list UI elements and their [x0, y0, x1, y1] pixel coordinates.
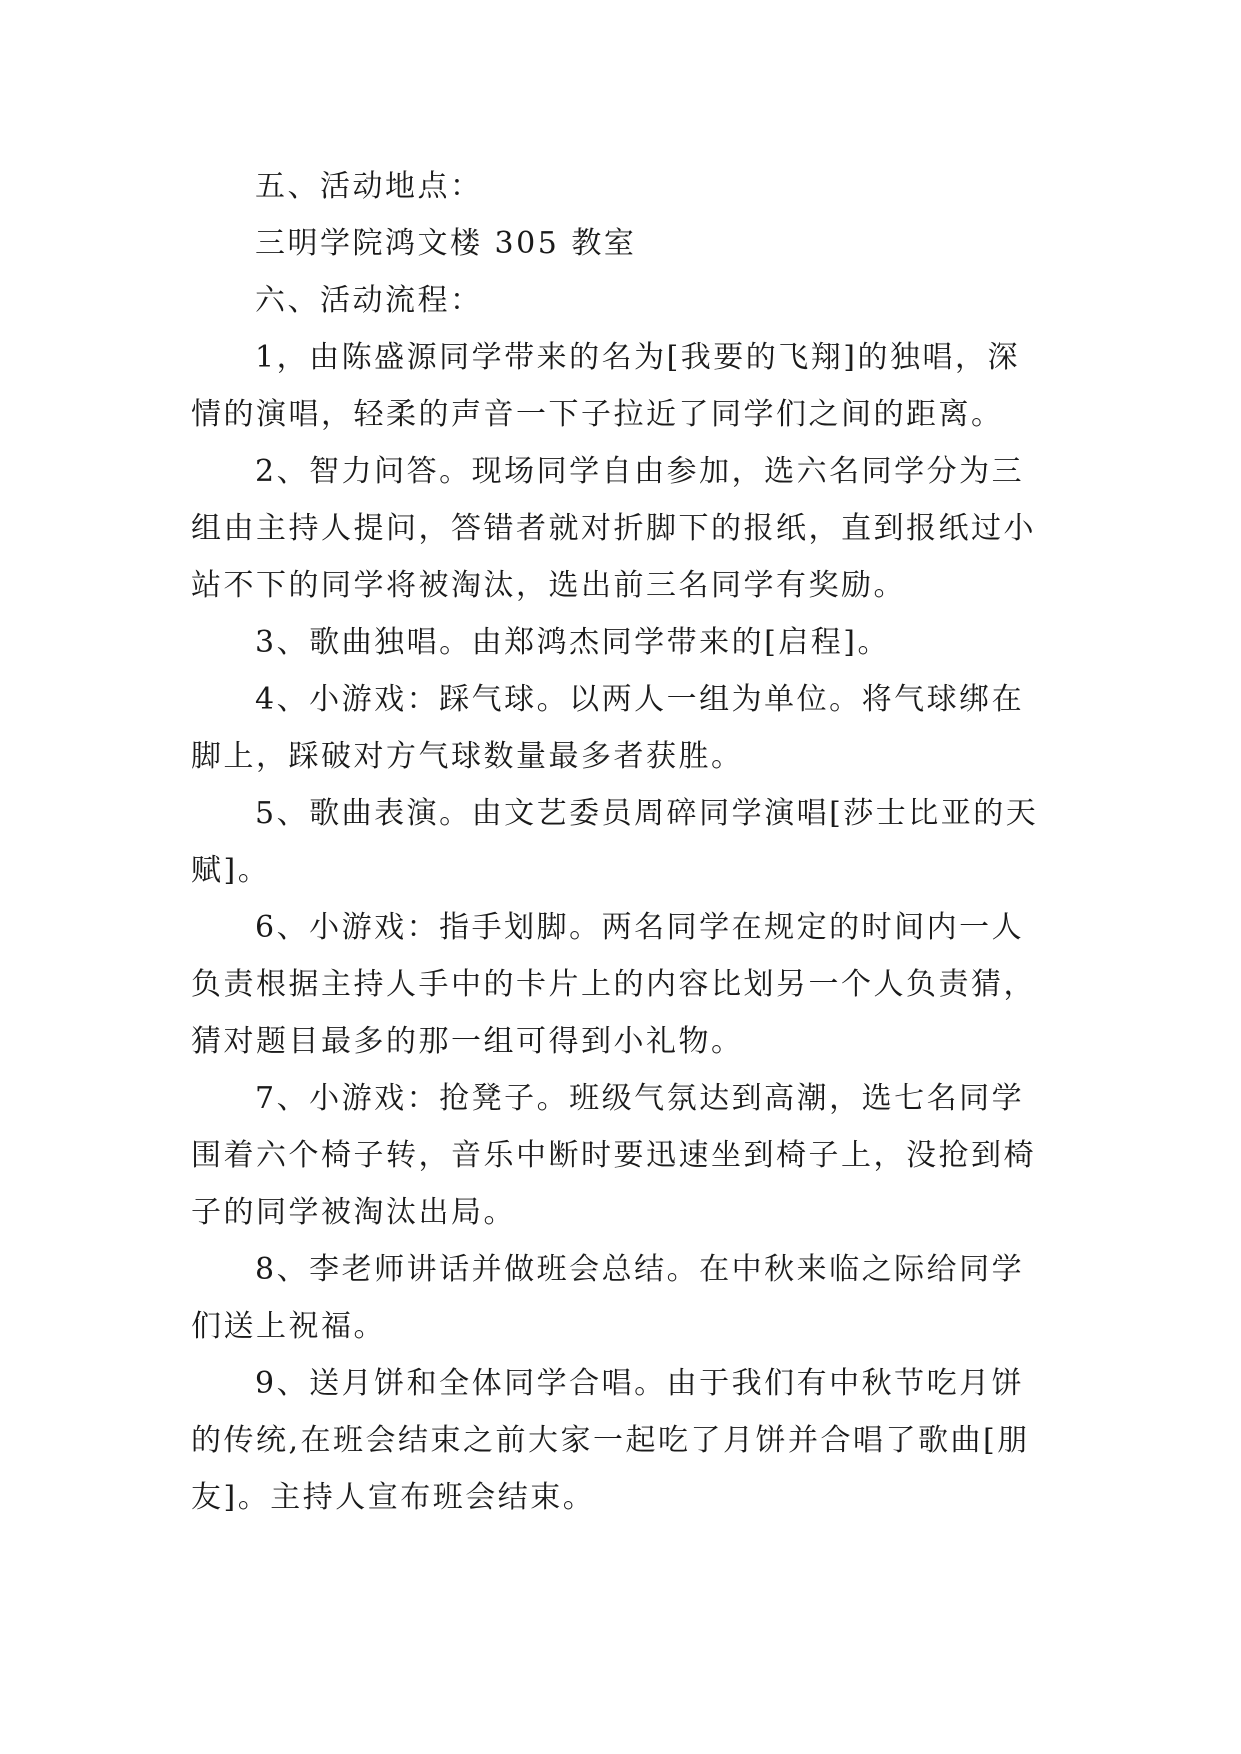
item-9-line-1: 9、送月饼和全体同学合唱。由于我们有中秋节吃月饼: [255, 1366, 1025, 1401]
item-7-line-3: 子的同学被淘汰出局。: [191, 1195, 516, 1230]
item-2-line-1: 2、智力问答。现场同学自由参加，选六名同学分为三: [255, 454, 1025, 489]
item-7-line-2: 围着六个椅子转，音乐中断时要迅速坐到椅子上，没抢到椅: [191, 1138, 1036, 1173]
item-9-line-2: 的传统,在班会结束之前大家一起吃了月饼并合唱了歌曲[朋: [191, 1423, 1030, 1458]
item-5-line-2: 赋]。: [191, 853, 271, 888]
item-5-line-1: 5、歌曲表演。由文艺委员周碎同学演唱[莎士比亚的天: [255, 796, 1039, 831]
item-2-line-2: 组由主持人提问，答错者就对折脚下的报纸，直到报纸过小: [191, 511, 1036, 546]
item-7-line-1: 7、小游戏：抢凳子。班级气氛达到高潮，选七名同学: [255, 1081, 1025, 1116]
item-4-line-2: 脚上，踩破对方气球数量最多者获胜。: [191, 739, 744, 774]
document-body: [191, 158, 1051, 1526]
item-8-line-2: 们送上祝福。: [191, 1309, 386, 1344]
heading-process: 六、活动流程：: [255, 283, 483, 318]
item-9-line-3: 友]。主持人宣布班会结束。: [191, 1480, 596, 1515]
item-1-line-2: 情的演唱，轻柔的声音一下子拉近了同学们之间的距离。: [191, 397, 1004, 432]
item-6-line-2: 负责根据主持人手中的卡片上的内容比划另一个人负责猜，: [191, 967, 1036, 1002]
item-8-line-1: 8、李老师讲话并做班会总结。在中秋来临之际给同学: [255, 1252, 1025, 1287]
item-4-line-1: 4、小游戏：踩气球。以两人一组为单位。将气球绑在: [255, 682, 1025, 717]
item-6-line-1: 6、小游戏：指手划脚。两名同学在规定的时间内一人: [255, 910, 1025, 945]
item-3-line-1: 3、歌曲独唱。由郑鸿杰同学带来的[启程]。: [255, 625, 890, 660]
item-1-line-1: 1，由陈盛源同学带来的名为[我要的飞翔]的独唱，深: [255, 340, 1020, 375]
item-6-line-3: 猜对题目最多的那一组可得到小礼物。: [191, 1024, 744, 1059]
location-text: 三明学院鸿文楼 305 教室: [255, 226, 637, 261]
heading-location: 五、活动地点：: [255, 169, 483, 204]
item-2-line-3: 站不下的同学将被淘汰，选出前三名同学有奖励。: [191, 568, 906, 603]
